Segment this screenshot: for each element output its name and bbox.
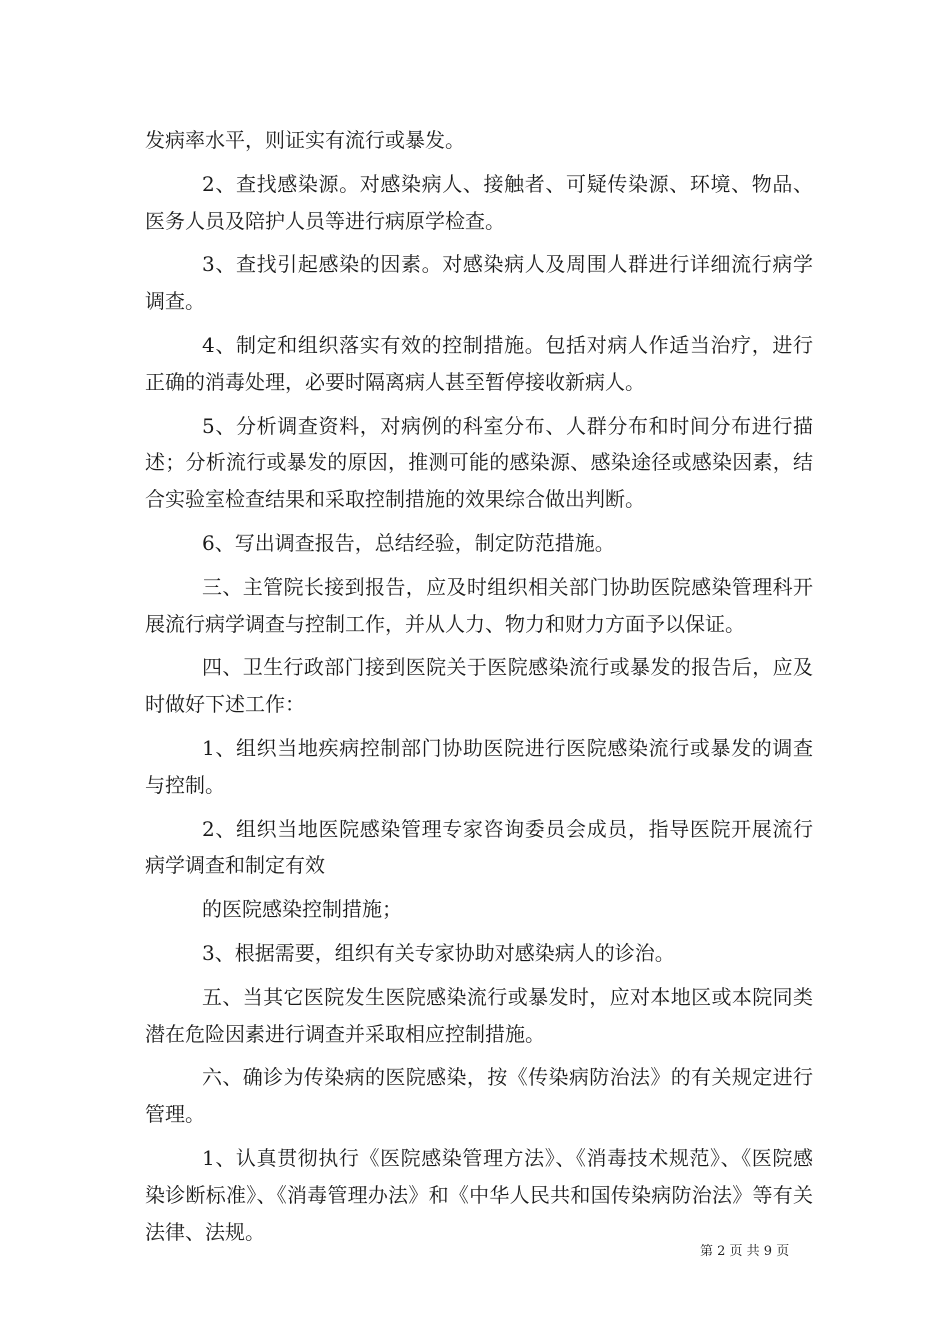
paragraph-section-4-item-2: 2、组织当地医院感染管理专家咨询委员会成员，指导医院开展流行病学调查和制定有效	[145, 816, 813, 878]
paragraph-item-5: 5、分析调查资料，对病例的科室分布、人群分布和时间分布进行描述；分析流行或暴发的原因，推测可能的感染源、感染途径或感染因素，结合实验室检查结果和采取控制措施的效果综合做出判断。	[145, 413, 813, 512]
paragraph-continuation: 发病率水平，则证实有流行或暴发。	[145, 128, 465, 152]
paragraph-section-4-item-2-cont: 的医院感染控制措施；	[202, 897, 402, 922]
paragraph-item-2: 2、查找感染源。对感染病人、接触者、可疑传染源、环境、物品、医务人员及陪护人员等进行病原学检查。	[145, 171, 813, 233]
paragraph-section-4-item-1: 1、组织当地疾病控制部门协助医院进行医院感染流行或暴发的调查与控制。	[145, 735, 813, 797]
paragraph-item-6: 6、写出调查报告，总结经验，制定防范措施。	[202, 530, 615, 555]
document-body	[145, 122, 813, 1257]
paragraph-section-5: 五、当其它医院发生医院感染流行或暴发时，应对本地区或本院同类潜在危险因素进行调查并采取相应控制措施。	[145, 984, 813, 1046]
page-number: 第 2 页 共 9 页	[700, 1244, 790, 1259]
paragraph-section-6-item-1: 1、认真贯彻执行《医院感染管理方法》、《消毒技术规范》、《医院感染诊断标准》、《消毒管理办法》和《中华人民共和国传染病防治法》等有关法律、法规。	[145, 1145, 813, 1244]
paragraph-item-3: 3、查找引起感染的因素。对感染病人及周围人群进行详细流行病学调查。	[145, 252, 813, 314]
paragraph-section-3: 三、主管院长接到报告，应及时组织相关部门协助医院感染管理科开展流行病学调查与控制工作，并从人力、物力和财力方面予以保证。	[145, 574, 813, 636]
paragraph-section-4-item-3: 3、根据需要，组织有关专家协助对感染病人的诊治。	[202, 940, 675, 965]
paragraph-section-4: 四、卫生行政部门接到医院关于医院感染流行或暴发的报告后，应及时做好下述工作：	[145, 655, 813, 717]
paragraph-item-4: 4、制定和组织落实有效的控制措施。包括对病人作适当治疗，进行正确的消毒处理，必要时隔离病人甚至暂停接收新病人。	[145, 332, 813, 394]
paragraph-section-6: 六、确诊为传染病的医院感染，按《传染病防治法》的有关规定进行管理。	[145, 1065, 813, 1127]
